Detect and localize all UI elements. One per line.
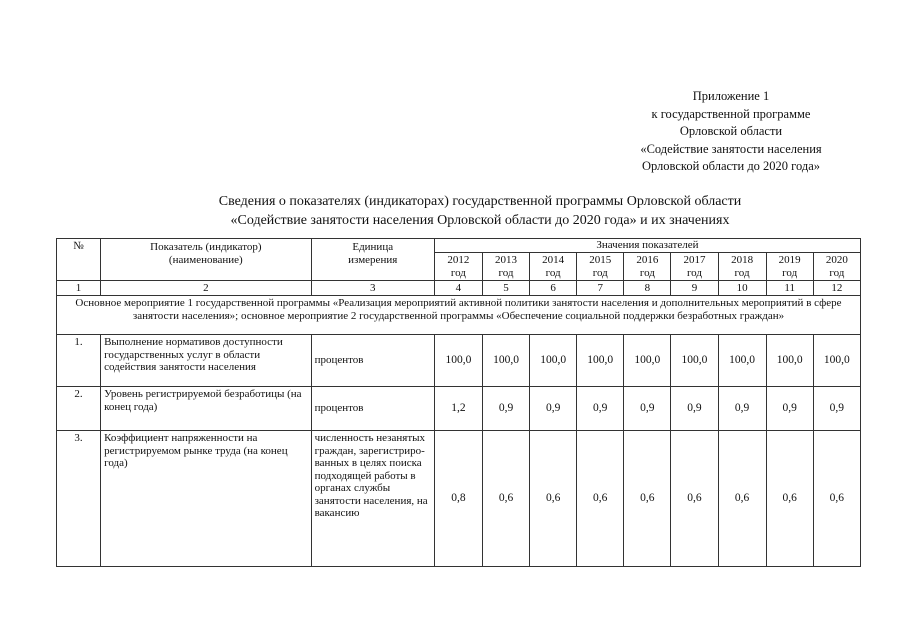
- row-value: 0,9: [766, 387, 813, 431]
- row-value: 100,0: [624, 335, 671, 387]
- row-value: 0,6: [766, 431, 813, 567]
- row-number: 1.: [57, 335, 101, 387]
- year-header: 2014 год: [530, 253, 577, 281]
- header-values: Значения показателей: [434, 239, 860, 253]
- row-value: 0,9: [624, 387, 671, 431]
- column-number: 1: [57, 281, 101, 296]
- row-value: 0,9: [530, 387, 577, 431]
- column-number: 10: [718, 281, 766, 296]
- section-row: [57, 296, 861, 335]
- title-line: «Содействие занятости населения Орловской области до 2020 года» и их значениях: [230, 213, 730, 228]
- header-number: №: [57, 239, 101, 281]
- column-number: 11: [766, 281, 813, 296]
- year-header: 2020 год: [813, 253, 860, 281]
- row-value: 100,0: [434, 335, 482, 387]
- column-number: 8: [624, 281, 671, 296]
- row-value: 1,2: [434, 387, 482, 431]
- row-value: 100,0: [482, 335, 529, 387]
- row-number: 2.: [57, 387, 101, 431]
- row-value: 100,0: [530, 335, 577, 387]
- row-value: 0,6: [530, 431, 577, 567]
- year-header: 2017 год: [671, 253, 718, 281]
- year-header: 2013 год: [482, 253, 529, 281]
- row-indicator: Коэффициент напряженности на регистрируемом рынке труда (на конец года): [101, 431, 311, 567]
- row-value: 0,6: [671, 431, 718, 567]
- appendix-line: Орловской области: [679, 124, 783, 138]
- row-unit: численность незанятых граждан, зарегистриро-ванных в целях поиска подходящей работы в органах службы занятости населения, на вакансию: [311, 431, 434, 567]
- column-number-row: [57, 281, 861, 296]
- appendix-line: «Содействие занятости населения: [640, 141, 822, 156]
- column-number: 4: [434, 281, 482, 296]
- row-indicator: Выполнение нормативов доступности государственных услуг в области содействия занятости населения: [101, 335, 311, 387]
- header-unit: Единица измерения: [311, 239, 434, 281]
- row-value: 0,6: [624, 431, 671, 567]
- row-value: 100,0: [671, 335, 718, 387]
- row-value: 0,9: [718, 387, 766, 431]
- column-number: 3: [311, 281, 434, 296]
- indicators-table: [56, 238, 861, 567]
- year-header: 2012 год: [434, 253, 482, 281]
- row-value: 100,0: [577, 335, 624, 387]
- section-heading: Основное мероприятие 1 государственной программы «Реализация мероприятий активной политики занятости населения и дополнительных мероприятий в сфере занятости населения»; основное мероприятие 2 государственной программы «Обеспечение социальной поддержки безработных граждан»: [57, 296, 861, 335]
- row-indicator: Уровень регистрируемой безработицы (на конец года): [101, 387, 311, 431]
- column-number: 2: [101, 281, 311, 296]
- year-header: 2018 год: [718, 253, 766, 281]
- column-number: 5: [482, 281, 529, 296]
- table-header-row: [57, 239, 861, 253]
- table-row: [57, 387, 861, 431]
- row-value: 0,9: [482, 387, 529, 431]
- row-number: 3.: [57, 431, 101, 567]
- row-value: 0,9: [813, 387, 860, 431]
- row-value: 100,0: [766, 335, 813, 387]
- appendix-line: Приложение 1: [692, 89, 770, 103]
- column-number: 6: [530, 281, 577, 296]
- row-unit: процентов: [311, 335, 434, 387]
- document-title: [120, 192, 840, 230]
- row-value: 0,6: [718, 431, 766, 567]
- row-value: 0,6: [482, 431, 529, 567]
- row-value: 100,0: [813, 335, 860, 387]
- row-value: 100,0: [718, 335, 766, 387]
- title-line: Сведения о показателях (индикаторах) государственной программы Орловской области: [218, 194, 742, 209]
- year-header: 2015 год: [577, 253, 624, 281]
- table-row: [57, 431, 861, 567]
- column-number: 9: [671, 281, 718, 296]
- row-value: 0,6: [813, 431, 860, 567]
- row-unit: процентов: [311, 387, 434, 431]
- header-indicator: Показатель (индикатор) (наименование): [101, 239, 311, 281]
- table-row: [57, 335, 861, 387]
- row-value: 0,9: [671, 387, 718, 431]
- appendix-line: Орловской области до 2020 года»: [641, 159, 821, 173]
- appendix-block: [600, 88, 862, 176]
- year-header: 2016 год: [624, 253, 671, 281]
- appendix-line: к государственной программе: [651, 106, 811, 121]
- row-value: 0,9: [577, 387, 624, 431]
- year-header: 2019 год: [766, 253, 813, 281]
- column-number: 12: [813, 281, 860, 296]
- row-value: 0,8: [434, 431, 482, 567]
- row-value: 0,6: [577, 431, 624, 567]
- column-number: 7: [577, 281, 624, 296]
